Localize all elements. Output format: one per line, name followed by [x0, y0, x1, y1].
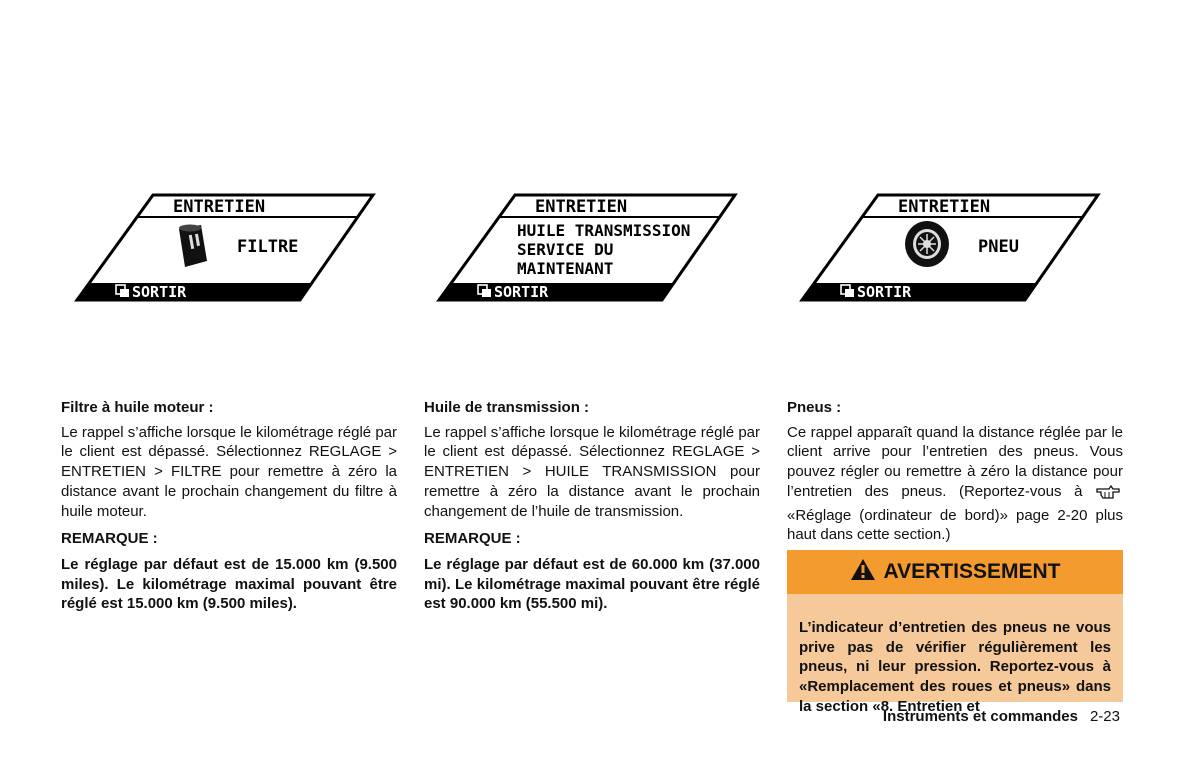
screen-title: ENTRETIEN	[535, 197, 628, 217]
display-screen-transmission	[437, 193, 737, 303]
section-heading: Huile de transmission :	[424, 399, 590, 416]
section-body: Le rappel s’affiche lorsque le kilométrage réglé par le client est dépassé. Sélectionnez REGLAGE > ENTRETIEN > FILTRE pour remettre à zéro la distance avant le prochain changement du filtre à huile moteur.	[61, 423, 397, 520]
tire-icon	[905, 221, 949, 267]
section-heading: Pneus :	[787, 399, 842, 416]
screen-line-3: MAINTENANT	[517, 259, 614, 278]
section-transmission-oil	[424, 398, 760, 614]
remark-text: Le réglage par défaut est de 60.000 km (37.000 mi). Le kilométrage maximal pouvant être réglé est 90.000 km (55.500 mi).	[424, 555, 760, 613]
screen-label: FILTRE	[237, 237, 299, 257]
display-screen-filter	[75, 193, 375, 303]
warning-box	[787, 550, 1123, 715]
screen-exit-label: SORTIR	[132, 283, 187, 301]
section-heading: Filtre à huile moteur :	[61, 399, 214, 416]
section-body-text: Ce rappel apparaît quand la distance réglée par le client arrive pour l’entretien des pneus. Vous pouvez régler ou remettre à zéro la distance pour l’entretien des pneus. (Reportez-vous à	[787, 423, 1123, 500]
pointing-hand-icon	[1095, 484, 1123, 506]
remark-heading: REMARQUE :	[61, 530, 158, 548]
section-tires	[787, 398, 1123, 545]
screen-exit-label: SORTIR	[857, 283, 912, 301]
warning-title: AVERTISSEMENT	[883, 560, 1061, 583]
screen-line-2: SERVICE DU	[517, 240, 614, 259]
screen-exit-label: SORTIR	[494, 283, 549, 301]
page-footer	[883, 708, 1120, 725]
section-body-reference: «Réglage (ordinateur de bord)» page 2-20 plus haut dans cette section.)	[787, 506, 1123, 544]
screen-title: ENTRETIEN	[173, 197, 266, 217]
page-number: 2-23	[1089, 708, 1120, 725]
section-body: Le rappel s’affiche lorsque le kilométrage réglé par le client est dépassé. Sélectionnez REGLAGE > ENTRETIEN > HUILE TRANSMISSION pour remettre à zéro la distance avant le prochain changement de l’huile de transmission.	[424, 423, 760, 520]
footer-section-title: Instruments et commandes	[882, 708, 1078, 725]
remark-heading: REMARQUE :	[424, 530, 521, 548]
screen-title: ENTRETIEN	[898, 197, 991, 217]
section-body	[787, 423, 1123, 545]
remark-text: Le réglage par défaut est de 15.000 km (9.500 miles). Le kilométrage maximal pouvant être réglé est 15.000 km (9.500 miles).	[61, 555, 397, 613]
section-oil-filter	[61, 398, 397, 614]
warning-triangle-icon	[850, 558, 876, 587]
warning-header	[787, 550, 1123, 594]
warning-text: L’indicateur d’entretien des pneus ne vous prive pas de vérifier régulièrement les pneus, ni leur pression. Reportez-vous à «Remplacement des roues et pneus» dans la section «8. Entretien et	[799, 619, 1111, 715]
screen-label: PNEU	[978, 237, 1019, 257]
display-screen-tire	[800, 193, 1100, 303]
screen-line-1: HUILE TRANSMISSION	[517, 221, 691, 240]
